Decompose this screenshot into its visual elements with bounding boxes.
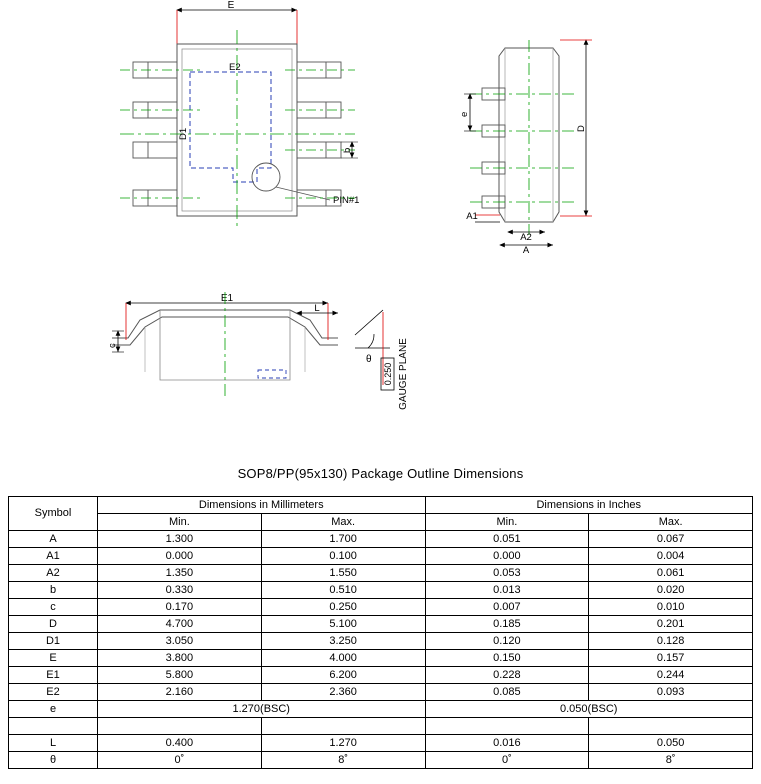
row-mm-min: 3.050 [98, 633, 262, 650]
dimensions-table [8, 496, 753, 769]
svg-text:A: A [522, 245, 530, 256]
row-in-max: 0.128 [589, 633, 753, 650]
row-mm-bsc: 1.270(BSC) [98, 701, 426, 718]
row-mm-max: 1.550 [261, 565, 425, 582]
row-in-min: 0.185 [425, 616, 589, 633]
row-symbol: E1 [9, 667, 98, 684]
table-row [9, 616, 753, 633]
svg-text:0.250: 0.250 [383, 362, 393, 386]
row-symbol: L [9, 735, 98, 752]
row-symbol: A2 [9, 565, 98, 582]
svg-text:E1: E1 [220, 293, 234, 304]
subheader-in-min: Min. [425, 514, 589, 531]
table-row [9, 735, 753, 752]
row-mm-min: 0.170 [98, 599, 262, 616]
row-in-max: 0.244 [589, 667, 753, 684]
svg-text:A2: A2 [520, 232, 532, 243]
table-row [9, 531, 753, 548]
table-row [9, 633, 753, 650]
table-row [9, 599, 753, 616]
row-symbol: E [9, 650, 98, 667]
row-mm-min: 0˚ [98, 752, 262, 769]
table-row [9, 684, 753, 701]
row-in-min: 0.053 [425, 565, 589, 582]
row-mm-min: 0.000 [98, 548, 262, 565]
row-mm-min [98, 718, 262, 735]
row-mm-max: 0.100 [261, 548, 425, 565]
row-mm-max: 0.510 [261, 582, 425, 599]
row-symbol: e [9, 701, 98, 718]
svg-text:D1: D1 [178, 127, 189, 140]
row-mm-min: 3.800 [98, 650, 262, 667]
svg-text:D: D [576, 125, 587, 132]
svg-text:A1: A1 [466, 211, 478, 222]
row-in-max [589, 718, 753, 735]
table-header-row [9, 497, 753, 514]
row-symbol: E2 [9, 684, 98, 701]
row-in-min: 0.051 [425, 531, 589, 548]
header-group-mm: Dimensions in Millimeters [98, 497, 426, 514]
row-in-max: 0.010 [589, 599, 753, 616]
subheader-mm-max: Max. [261, 514, 425, 531]
row-in-min [425, 718, 589, 735]
row-symbol: A1 [9, 548, 98, 565]
row-in-min: 0.085 [425, 684, 589, 701]
row-mm-min: 0.400 [98, 735, 262, 752]
svg-text:E: E [227, 0, 235, 11]
row-mm-max: 8˚ [261, 752, 425, 769]
row-in-max: 0.201 [589, 616, 753, 633]
row-in-max: 0.093 [589, 684, 753, 701]
row-in-min: 0.013 [425, 582, 589, 599]
row-in-max: 0.067 [589, 531, 753, 548]
row-in-min: 0.007 [425, 599, 589, 616]
svg-text:PIN#1: PIN#1 [333, 195, 360, 206]
table-row [9, 667, 753, 684]
row-mm-min: 0.330 [98, 582, 262, 599]
row-symbol: A [9, 531, 98, 548]
svg-text:L: L [314, 303, 320, 314]
row-mm-min: 1.350 [98, 565, 262, 582]
svg-text:E2: E2 [229, 62, 241, 73]
svg-text:b: b [342, 147, 353, 153]
row-symbol [9, 718, 98, 735]
header-group-in: Dimensions in Inches [425, 497, 753, 514]
row-mm-min: 5.800 [98, 667, 262, 684]
row-mm-max: 1.700 [261, 531, 425, 548]
row-mm-max: 6.200 [261, 667, 425, 684]
row-mm-max: 1.270 [261, 735, 425, 752]
row-symbol: c [9, 599, 98, 616]
table-row [9, 650, 753, 667]
page-title: SOP8/PP(95x130) Package Outline Dimensions [237, 466, 524, 481]
row-in-min: 0.228 [425, 667, 589, 684]
table-row-span [9, 701, 753, 718]
row-mm-max: 2.360 [261, 684, 425, 701]
table-row [9, 752, 753, 769]
table-row [9, 548, 753, 565]
row-in-max: 0.020 [589, 582, 753, 599]
table-row [9, 582, 753, 599]
row-symbol: b [9, 582, 98, 599]
row-in-max: 0.061 [589, 565, 753, 582]
svg-text:c: c [107, 343, 118, 348]
row-in-min: 0.016 [425, 735, 589, 752]
row-in-bsc: 0.050(BSC) [425, 701, 753, 718]
header-symbol: Symbol [9, 497, 98, 531]
row-mm-min: 2.160 [98, 684, 262, 701]
svg-text:θ: θ [366, 354, 372, 365]
row-in-min: 0.120 [425, 633, 589, 650]
row-mm-max: 5.100 [261, 616, 425, 633]
subheader-mm-min: Min. [98, 514, 262, 531]
table-row [9, 565, 753, 582]
row-mm-max: 0.250 [261, 599, 425, 616]
svg-text:e: e [459, 111, 470, 117]
row-in-max: 0.050 [589, 735, 753, 752]
table-row-blank [9, 718, 753, 735]
row-symbol: D1 [9, 633, 98, 650]
row-in-min: 0˚ [425, 752, 589, 769]
subheader-in-max: Max. [589, 514, 753, 531]
row-mm-min: 4.700 [98, 616, 262, 633]
row-mm-max [261, 718, 425, 735]
table-subheader-row [9, 514, 753, 531]
row-in-max: 0.157 [589, 650, 753, 667]
row-mm-min: 1.300 [98, 531, 262, 548]
row-in-max: 0.004 [589, 548, 753, 565]
row-symbol: D [9, 616, 98, 633]
row-in-min: 0.000 [425, 548, 589, 565]
row-in-min: 0.150 [425, 650, 589, 667]
row-mm-max: 4.000 [261, 650, 425, 667]
row-mm-max: 3.250 [261, 633, 425, 650]
row-symbol: θ [9, 752, 98, 769]
svg-text:GAUGE PLANE: GAUGE PLANE [398, 338, 409, 410]
row-in-max: 8˚ [589, 752, 753, 769]
